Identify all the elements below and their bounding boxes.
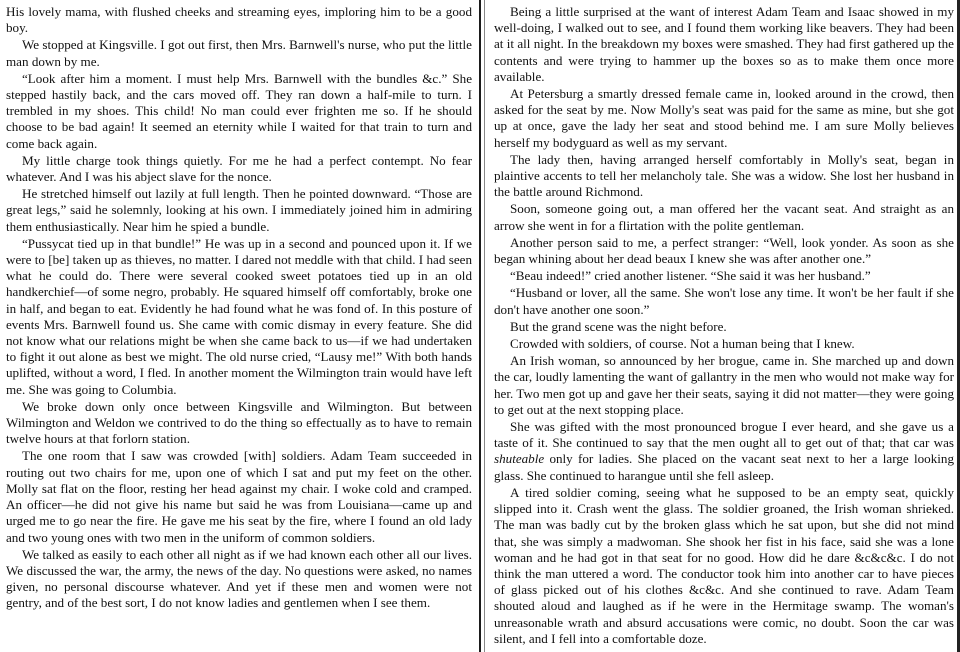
left-text-column	[6, 4, 472, 648]
paragraph: He stretched himself out lazily at full length. Then he pointed downward. “Those are great legs,” said he solemnly, looking at his own. I immediately joined him in admiring them enthusiastically. Near him he spied a bundle.	[6, 186, 472, 234]
paragraph: Being a little surprised at the want of interest Adam Team and Isaac showed in my well-doing, I walked out to see, and I found them working like beavers. They had been at it all night. In the breakdown my boxes were smashed. They had first gathered up the contents and were trying to hammer up the boxes so as to make them once more available.	[494, 4, 954, 84]
paragraph: We broke down only once between Kingsville and Wilmington. But between Wilmington and Weldon we contrived to do the thing so effectually as to have to remain twelve hours at that forlorn station.	[6, 398, 472, 447]
paragraph: “Beau indeed!” cried another listener. “She said it was her husband.”	[510, 268, 871, 284]
paragraph: “Pussycat tied up in that bundle!” He was up in a second and pounced upon it. If we were to [be] taken up as thieves, no matter. I dared not meddle with that child. I had seen what he could do. There were several cooked sweet potatoes tied up in an old handkerchief—of some negro, probably. He squared himself off comfortably, broke one in half, and began to eat. Evidently he had found what he was fond of. In this posture of events Mrs. Barnwell found us. She came with comic dismay in every feature. She did not know what our relations might be when she came back to us—if we had undertaken to fight it out alone as best we might. The old nurse cried, “Lausy me!” With both hands uplifted, without a word, I fled. In another moment the Wilmington train would have left me. She was going to Columbia.	[6, 235, 472, 397]
paragraph: His lovely mama, with flushed cheeks and streaming eyes, imploring him to be a good boy.	[6, 4, 472, 36]
paragraph: “Husband or lover, all the same. She won't lose any time. It won't be her fault if she don't have another one soon.”	[494, 285, 954, 317]
paragraph: She was gifted with the most pronounced brogue I ever heard, and she gave us a taste of it. She continued to say that the men ought all to get out of that; that car was shuteable only for ladies. She placed on the vacant seat next to her a large looking glass. She continued to harangue until she fell asleep.	[494, 419, 954, 483]
paragraph: Soon, someone going out, a man offered her the vacant seat. And straight as an arrow she went in for a flirtation with the polite gentleman.	[494, 201, 954, 233]
page-gutter-rule	[479, 0, 481, 652]
paragraph: Another person said to me, a perfect stranger: “Well, look yonder. As soon as she began whining about her dead beaux I knew she was after another one.”	[494, 234, 954, 267]
paragraph: We stopped at Kingsville. I got out first, then Mrs. Barnwell's nurse, who put the little man down by me.	[6, 37, 472, 69]
italic-word: shuteable	[494, 451, 545, 467]
right-text-column	[494, 4, 954, 648]
paragraph: But the grand scene was the night before.	[510, 318, 727, 334]
paragraph: Crowded with soldiers, of course. Not a human being that I knew.	[510, 336, 855, 352]
paragraph: At Petersburg a smartly dressed female came in, looked around in the crowd, then asked for the seat by me. Now Molly's seat was paid for the same as mine, but she got up at once, gave the lady her seat and stood behind me. I am sure Molly believes herself my bodyguard as well as my servant.	[494, 86, 954, 150]
paragraph: An Irish woman, so announced by her brogue, came in. She marched up and down the car, loudly lamenting the want of gallantry in the men who would not make way for her. Two men got up and gave her their seats, saying it did not matter—they were going to get out at the next stopping place.	[494, 353, 954, 417]
paragraph: A tired soldier coming, seeing what he supposed to be an empty seat, quickly slipped into it. Crash went the glass. The soldier groaned, the Irish woman shrieked. The man was badly cut by the broken glass which he sat upon, but she did not mind that, she was simply a madwoman. She shook her fist in his face, said she was a lone woman and he had got in that seat for no good. How did he dare &c&c&c. I do not think the man uttered a word. The conductor took him into another car to have pieces of glass picked out of his clothes &c&c. And she continued to rave. Adam Team shouted aloud and laughed as if he were in the Hermitage swamp. The woman's unreasonable wrath and absurd accusations were comic, no doubt. Soon the car was silent, and I fell into a comfortable doze.	[494, 484, 954, 646]
page-gutter-shadow	[484, 0, 485, 652]
paragraph: The lady then, having arranged herself comfortably in Molly's seat, began in plaintive accents to tell her melancholy tale. She was a widow. She lost her husband in the battle around Richmond.	[494, 151, 954, 200]
paragraph: My little charge took things quietly. For me he had a perfect contempt. No fear whatever. And I was his abject slave for the nonce.	[6, 152, 472, 185]
paragraph: The one room that I saw was crowded [with] soldiers. Adam Team succeeded in routing out two chairs for me, upon one of which I sat and put my feet on the other. Molly sat flat on the floor, resting her head against my chair. I woke cold and cramped. An officer—he did not give his name but said he was from Louisiana—came up and urged me to go near the fire. He gave me his seat by the fire, where I found an old lady and two young ones with two men in the uniform of common soldiers.	[6, 448, 472, 545]
paragraph: “Look after him a moment. I must help Mrs. Barnwell with the bundles &c.” She stepped hastily back, and the cars moved off. They ran down a half-mile to turn. I trembled in my shoes. This child! No man could ever frighten me so. If he should choose to be bad again! It seemed an eternity while I waited for that train to turn and come back again.	[6, 70, 472, 151]
paragraph: We talked as easily to each other all night as if we had known each other all our lives. We discussed the war, the army, the news of the day. No questions were asked, no names given, no personal discourse whatever. And yet if these men and women were not gentry, and of the best sort, I do not know ladies and gentlemen when I see them.	[6, 546, 472, 611]
